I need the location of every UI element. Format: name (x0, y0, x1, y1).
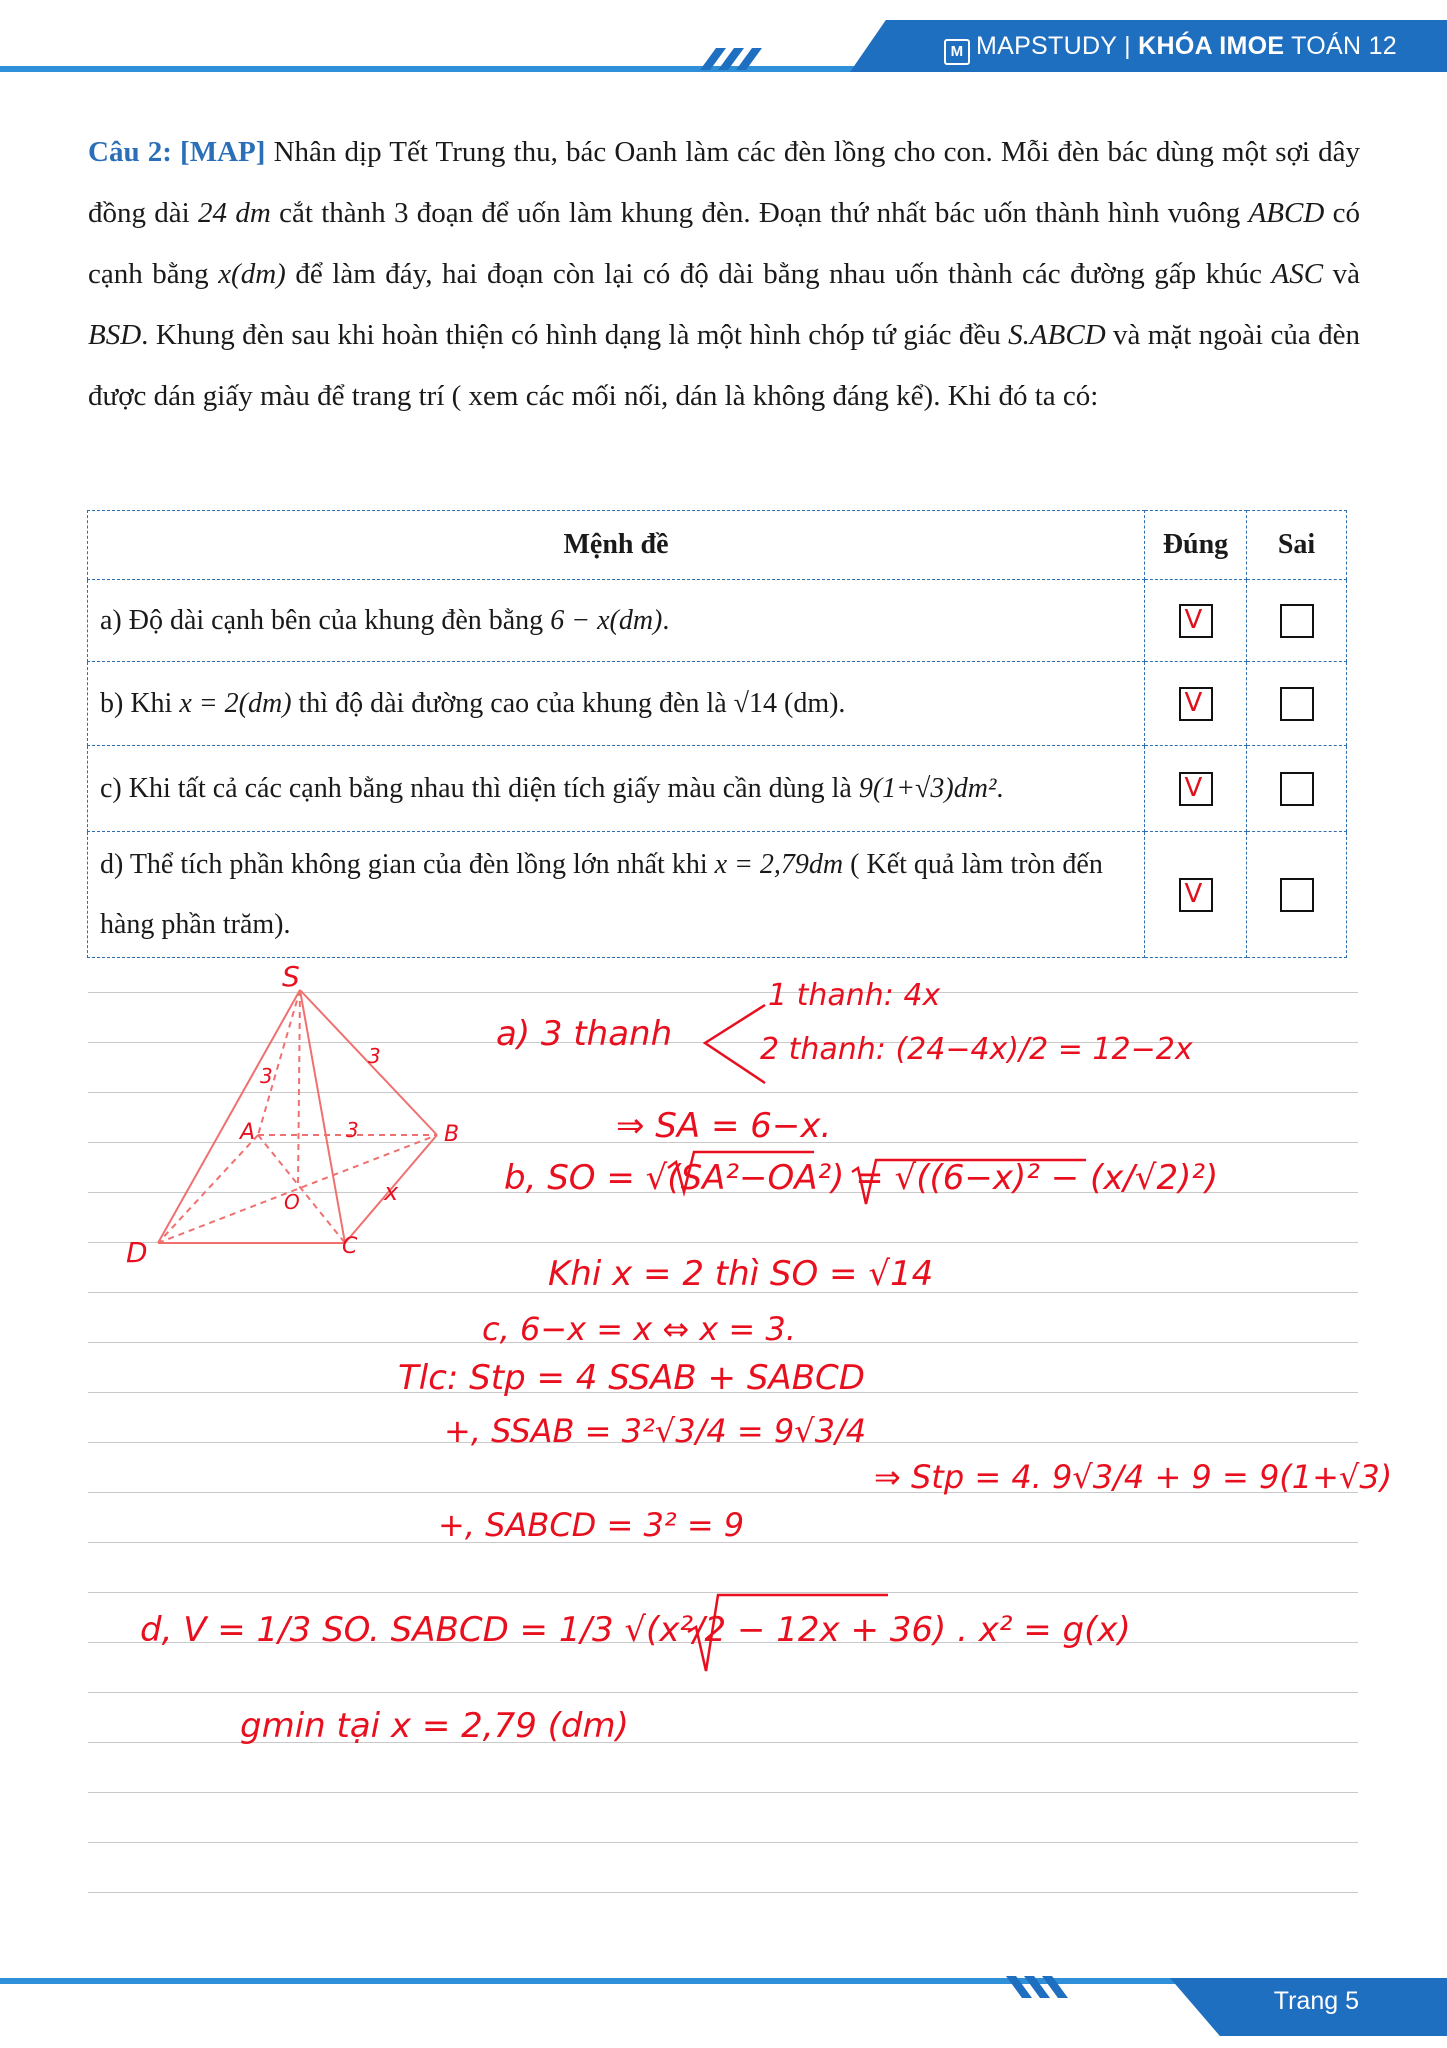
solution-a-line4: ⇒ SA = 6−x. (616, 1106, 832, 1146)
statement-d: d) Thể tích phần không gian của đèn lồng lớn nhất khi x = 2,79dm ( Kết quả làm tròn đến hàng phần trăm). (88, 832, 1145, 958)
header-false: Sai (1247, 511, 1347, 580)
check-mark-icon: V (1184, 772, 1203, 803)
solution-d-line2: gmin tại x = 2,79 (dm) (240, 1706, 629, 1746)
check-mark-icon: V (1184, 604, 1203, 635)
header-true: Đúng (1145, 511, 1247, 580)
footer-stripes-icon (1006, 1976, 1096, 1998)
center-o-label: O (284, 1190, 300, 1214)
statement-a: a) Độ dài cạnh bên của khung đèn bằng 6 − x(dm). (88, 580, 1145, 662)
solution-c-line3: +, SSAB = 3²√3/4 = 9√3/4 (444, 1412, 867, 1450)
solution-c-line4: ⇒ Stp = 4. 9√3/4 + 9 = 9(1+√3) (874, 1458, 1393, 1496)
solution-c-line2: Tlc: Stp = 4 SSAB + SABCD (398, 1358, 865, 1398)
edge-label-ab: 3 (346, 1118, 359, 1142)
brand-name: MAPSTUDY (975, 32, 1117, 60)
solution-a-line2: 1 thanh: 4x (768, 978, 941, 1013)
page-number: Trang 5 (1273, 1987, 1359, 2015)
check-mark-icon: V (1184, 878, 1203, 909)
edge-label-sb: 3 (368, 1044, 381, 1068)
solution-b-line2: Khi x = 2 thì SO = √14 (548, 1254, 934, 1294)
vertex-s-label: S (282, 960, 300, 993)
solution-a-line3: 2 thanh: (24−4x)/2 = 12−2x (760, 1032, 1193, 1067)
edge-label-sa: 3 (260, 1064, 273, 1088)
solution-d-line1: d, V = 1/3 SO. SABCD = 1/3 √(x²/2 − 12x + 36) . x² = g(x) (140, 1610, 1131, 1650)
vertex-a-label: A (240, 1120, 256, 1145)
solution-a-line1: a) 3 thanh (496, 1014, 673, 1054)
course-name: KHÓA IMOE (1138, 32, 1285, 60)
solution-b-line1: b, SO = √(SA²−OA²) = √((6−x)² − (x/√2)²) (504, 1158, 1219, 1198)
header-separator: | (1124, 32, 1131, 60)
question-label: Câu 2: [MAP] (88, 136, 266, 168)
statement-c: c) Khi tất cả các cạnh bằng nhau thì diện tích giấy màu cần dùng là 9(1+√3)dm². (88, 746, 1145, 832)
statement-b: b) Khi x = 2(dm) thì độ dài đường cao của khung đèn là √14 (dm). (88, 662, 1145, 746)
vertex-c-label: C (342, 1234, 358, 1259)
vertex-b-label: B (444, 1122, 460, 1147)
solution-c-line5: +, SABCD = 3² = 9 (438, 1506, 745, 1544)
vertex-d-label: D (126, 1236, 148, 1269)
solution-c-line1: c, 6−x = x ⇔ x = 3. (482, 1310, 796, 1348)
question-text: Câu 2: [MAP] Nhân dịp Tết Trung thu, bác Oanh làm các đèn lồng cho con. Mỗi đèn bác dùng một sợi dây đồng dài 24 dm cắt thành 3 đoạn để uốn làm khung đèn. Đoạn thứ nhất bác uốn thành hình vuông ABCD có cạnh bằng x(dm) để làm đáy, hai đoạn còn lại có độ dài bằng nhau uốn thành các đường gấp khúc ASC và BSD. Khung đèn sau khi hoàn thiện có hình dạng là một hình chóp tứ giác đều S.ABCD và mặt ngoài của đèn được dán giấy màu để trang trí ( xem các mối nối, dán là không đáng kể). Khi đó ta có: (88, 136, 1361, 412)
check-mark-icon: V (1184, 687, 1203, 718)
edge-label-x: x (384, 1178, 399, 1206)
mapstudy-logo-icon: M (944, 39, 970, 65)
course-subject: TOÁN 12 (1291, 32, 1397, 60)
header-statement: Mệnh đề (88, 511, 1145, 580)
